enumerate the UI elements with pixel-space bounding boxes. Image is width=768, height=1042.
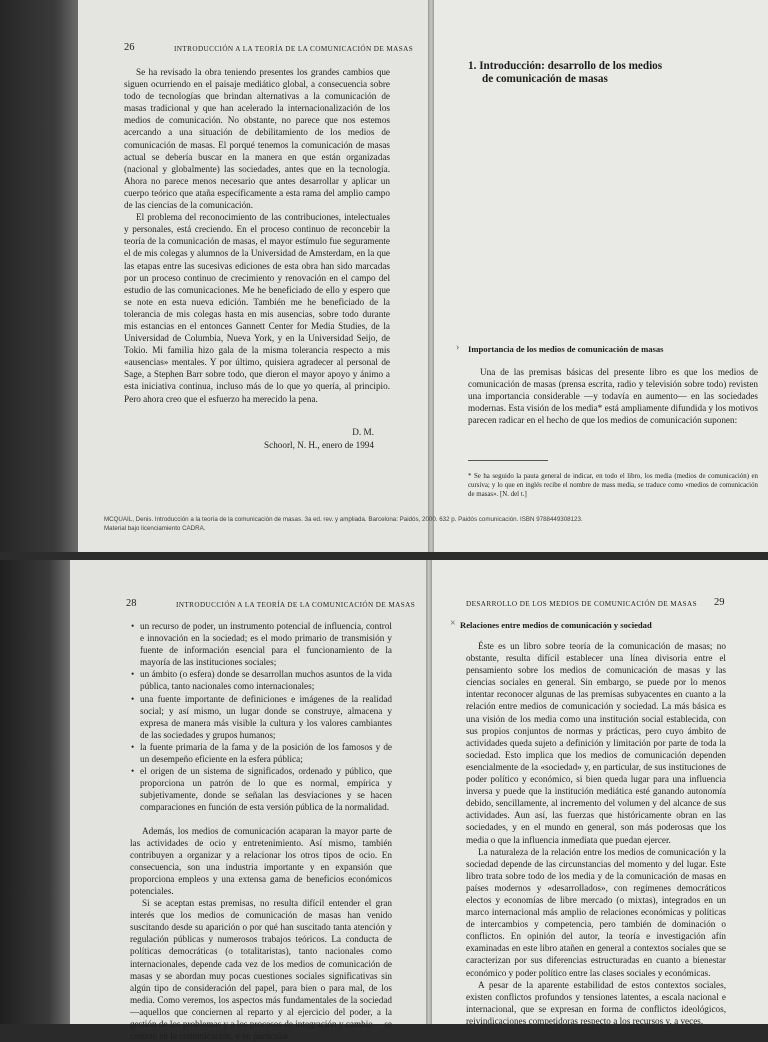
license-line: Material bajo licenciamiento CADRA. [104, 525, 206, 532]
body-text [130, 620, 392, 1042]
citation-line: MCQUAIL, Denis. Introducción a la teoría de la comunicación de masas. 3a ed. rev. y ampliada. Barcelona: Paidós, 2000. 632 p. Paidós comunicación. ISBN 9788449308123. [104, 516, 583, 523]
page-number: 26 [124, 42, 135, 53]
page-29 [430, 560, 768, 1024]
footnote: * Se ha seguido la pauta general de indicar, en todo el libro, los media (medios de comunicación) en cursiva; y lo que en inglés recibe el nombre de mass media, se traduce como «medios de comunicación de masas». [N. del t.] [468, 473, 758, 498]
chapter-title-line: 1. Introducción: desarrollo de los medios [468, 60, 663, 72]
page-number: 28 [126, 598, 137, 609]
paragraph: La naturaleza de la relación entre los medios de comunicación y la sociedad depende de las circunstancias del momento y del lugar. Este libro trata sobre todo de los media y de la comunicación de masas en países modernos y «desarrollados», con regímenes democráticos electos y economías de libre mercado (o mixtas), integrados en un marco internacional más amplio de relaciones económicas y políticas de intercambios y competencia, pero también de dominación o conflictos. En opinión del autor, la teoría e investigación afín examinadas en este libro atañen en general a contextos sociales que se caracterizan por sus diferencias estructuradas en cuanto a bienestar económico y poder político entre las clases sociales y económicas. [466, 846, 726, 978]
book-spine-shadow-bottom [0, 560, 70, 1024]
paragraph: Además, los medios de comunicación acaparan la mayor parte de las actividades de ocio y entretenimiento. Así mismo, también contribuyen a organizar y a relacionar los otros tipos de ocio. En consecuencia, son una industria importante y en expansión que proporciona empleos y una extensa gama de beneficios económicos potenciales. [130, 825, 392, 896]
spread-divider [0, 552, 768, 560]
running-head: INTRODUCCIÓN A LA TEORÍA DE LA COMUNICACIÓN DE MASAS [174, 45, 414, 53]
paragraph: Se ha revisado la obra teniendo presentes los grandes cambios que siguen ocurriendo en el paisaje mediático global, a consecuencia sobre todo de tecnologías que brindan alternativas a la comunicación de masas tradicional y que han acelerado la internacionalización de los medios de comunicación. No obstante, no parece que nos estemos acercando a una situación de debilitamiento de los medios de comunicación de masas. El porqué tenemos la comunicación de masas actual se debería buscar en la manera en que están organizadas (nacional y globalmente) las sociedades, antes que en la tecnología. Ahora no parece menos necesario que antes desarrollar y aplicar un cuerpo teórico que ataña específicamente a esta rama del amplio campo de las ciencias de la comunicación. [124, 67, 390, 211]
page-number: 29 [714, 597, 725, 608]
list-item: • el origen de un sistema de significados, ordenado y público, que proporciona un patrón de lo que es normal, empírica y subjetivamente, donde se señalan las desviaciones y se hacen comparaciones en función de esta versión pública de la normalidad. [140, 765, 392, 813]
paragraph: A pesar de la aparente estabilidad de estos contextos sociales, existen conflictos profundos y tensiones latentes, a escala nacional e internacional, que se expresan en forma de conflictos ideológicos, reivindicaciones competidoras respecto a los recursos y, a veces, [466, 979, 726, 1026]
gutter-bottom [426, 560, 432, 1024]
running-head: INTRODUCCIÓN A LA TEORÍA DE LA COMUNICACIÓN DE MASAS [176, 601, 416, 609]
list-item: • un recurso de poder, un instrumento potencial de influencia, control e innovación en la sociedad; es el modo primario de transmisión y fuente de información esencial para el funcionamiento de la mayoría de las instituciones sociales; [140, 620, 392, 668]
chapter-title-line: de comunicación de masas [482, 73, 608, 85]
book-spine-shadow-top [0, 0, 78, 552]
list-item: • un ámbito (o esfera) donde se desarrollan muchos asuntos de la vida pública, tanto nacionales como internacionales; [140, 668, 392, 692]
section-title: Relaciones entre medios de comunicación y sociedad [460, 620, 652, 630]
section-title: Importancia de los medios de comunicación de masas [468, 344, 664, 354]
list-item: • la fuente primaria de la fama y de la posición de los famosos y de un desempeño eficiente en la esfera pública; [140, 741, 392, 765]
page-28 [70, 560, 428, 1042]
page-27 [432, 0, 768, 552]
gutter-top [428, 0, 434, 552]
signature-place-date: Schoorl, N. H., enero de 1994 [264, 439, 374, 450]
body-text [468, 366, 758, 426]
chapter-title [468, 60, 758, 86]
body-text [466, 640, 726, 1027]
margin-mark-icon: × [450, 618, 456, 629]
list-item: • una fuente importante de definiciones e imágenes de la realidad social; y así mismo, un lugar donde se construye, almacena y expresa de manera más visible la cultura y los valores cambiantes de las sociedades y grupos humanos; [140, 693, 392, 741]
margin-mark-icon: › [456, 342, 460, 353]
signature [124, 426, 374, 451]
footnote-rule [468, 460, 548, 461]
paragraph: El problema del reconocimiento de las contribuciones, intelectuales y personales, está creciendo. En el proceso continuo de reconcebir la teoría de la comunicación de masas, el mayor estímulo fue seguramente el de mis colegas y alumnos de la Universidad de Amsterdam, en la que las etapas entre las sucesivas ediciones de esta obra han sido marcadas por un proceso continuo de crecimiento y renovación en el campo del estudio de las comunicaciones. Me he beneficiado de ello y espero que se note en esta nueva edición. También me he beneficiado de la tolerancia de mis colegas hasta en mis ausencias, sobre todo durante mis estancias en el entonces Gannett Center for Media Studies, de la Universidad de Columbia, Nueva York, y en la Universidad Seijo, de Tokio. Mi familia hizo gala de la misma tolerancia respecto a mis «ausencias» mentales. Y por último, quisiera agradecer al personal de Sage, a Stephen Barr sobre todo, que dieron el mayor apoyo y ánimo a esta iniciativa continua, incluso más de lo que yo quería, al principio. Pero ahora creo que el esfuerzo ha merecido la pena. [124, 212, 390, 404]
paragraph: Una de las premisas básicas del presente libro es que los medios de comunicación de masas (prensa escrita, radio y televisión sobre todo) revisten una importancia considerable —y todavía en aumento— en las sociedades modernas. Esta visión de los media* está ampliamente difundida y los motivos parecen radicar en el hecho de que los medios de comunicación suponen: [468, 367, 758, 426]
signature-initials: D. M. [352, 427, 374, 437]
paragraph: Éste es un libro sobre teoría de la comunicación de masas; no obstante, resulta difícil establecer una línea divisoria entre el pensamiento sobre los medios de comunicación de masas y las ciencias sociales en general. Sin embargo, se puede por lo menos intentar reconocer algunas de las premisas subyacentes en cuanto a la relación entre medios de comunicación y sociedad. La más básica es una visión de los media como una institución social establecida, con sus propios conjuntos de normas y prácticas, pero cuyo ámbito de actividades queda sujeto a definición y limitación por parte de toda la sociedad. Esto implica que los medios de comunicación dependen esencialmente de la «sociedad» y, en particular, de sus instituciones de poder político y económico, si bien queda lugar para una influencia inversa y puede que la institución mediática esté ganando autonomía debido, sencillamente, al incremento del volumen y del alcance de sus actividades. Aun así, las fuerzas que históricamente obran en las sociedades, y en el mundo en general, son más poderosas que los media o que la influencia inmediata que puedan ejercer. [466, 641, 726, 845]
body-text [124, 66, 390, 405]
paragraph: Si se aceptan estas premisas, no resulta difícil entender el gran interés que los medios de comunicación de masas han venido suscitando desde su aparición o por qué han suscitado tanta atención y regulación públicas y numerosos trabajos teóricos. La conducta de políticas democráticas (o totalitaristas), tanto nacionales como internacionales, depende cada vez de los medios de comunicación de masas y se abordan muy pocas cuestiones sociales significativas sin algún tipo de consideración del papel, para bien o para mal, de los media. Como veremos, los aspectos más fundamentales de la sociedad —aquellos que conciernen al reparto y al ejercicio del poder, a la gestión de los problemas y a los procesos de integración y cambio— se centran en la comunicación, y en particular [130, 898, 392, 1042]
bullet-list [130, 620, 392, 814]
page-26 [78, 0, 430, 552]
running-head: DESARROLLO DE LOS MEDIOS DE COMUNICACIÓN DE MASAS [466, 600, 698, 608]
